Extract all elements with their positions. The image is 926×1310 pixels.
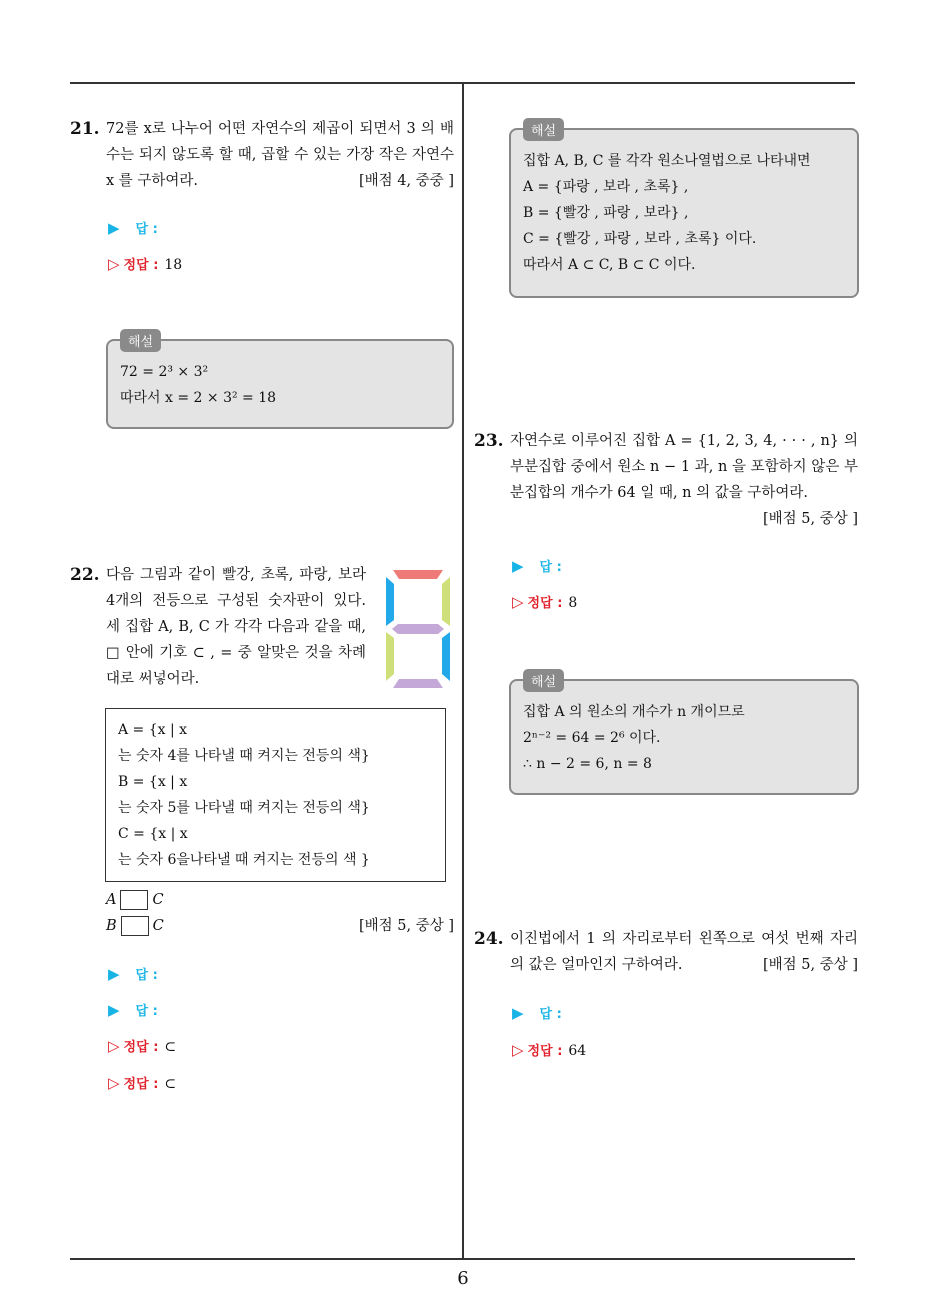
solution-box bbox=[509, 124, 859, 298]
segment-lower-right-blue bbox=[442, 632, 450, 681]
solution-line: 따라서 A ⊂ C, B ⊂ C 이다. bbox=[523, 257, 696, 273]
solution-line: C = {빨강 , 파랑 , 보라 , 초록} 이다. bbox=[523, 231, 757, 247]
outline-triangle-icon: ▷ bbox=[512, 1041, 524, 1059]
question-text: 이진법에서 1 의 자리로부터 왼쪽으로 여섯 번째 자리의 값은 얼마인지 구하여라. bbox=[510, 931, 858, 973]
score: [배점 5, 중상 ] bbox=[358, 918, 454, 934]
set-definitions-box bbox=[105, 708, 446, 882]
solution-tag: 해설 bbox=[120, 329, 161, 352]
definition-line: 는 숫자 6을나타낼 때 켜지는 전등의 색 } bbox=[118, 852, 370, 868]
bottom-rule bbox=[70, 1258, 855, 1260]
segment-middle-purple bbox=[392, 624, 444, 634]
question-number: 23. bbox=[474, 431, 504, 451]
digit-display bbox=[383, 568, 453, 690]
segment-bottom-purple bbox=[393, 679, 443, 688]
answer-row[interactable]: ▶ 답 : bbox=[108, 219, 158, 237]
blank-box[interactable] bbox=[120, 890, 148, 910]
definition-line: A = {x | x bbox=[118, 722, 188, 738]
play-icon: ▶ bbox=[512, 1004, 524, 1022]
answer-row[interactable]: ▶ 답 : bbox=[512, 1004, 562, 1022]
play-icon: ▶ bbox=[108, 219, 120, 237]
correct-answer: ▷ 정답 : ⊂ bbox=[108, 1074, 177, 1092]
question-23 bbox=[474, 428, 858, 506]
question-22 bbox=[70, 562, 366, 692]
question-number: 22. bbox=[70, 565, 100, 585]
column-divider bbox=[462, 83, 464, 1258]
solution-tag: 해설 bbox=[523, 669, 564, 692]
solution-line: 집합 A, B, C 를 각각 원소나열법으로 나타내면 bbox=[523, 153, 811, 169]
play-icon: ▶ bbox=[512, 557, 524, 575]
solution-tag: 해설 bbox=[523, 118, 564, 141]
definition-line: B = {x | x bbox=[118, 774, 188, 790]
segment-top-red bbox=[393, 570, 443, 579]
score: [배점 5, 중상 ] bbox=[762, 511, 858, 527]
solution-line: B = {빨강 , 파랑 , 보라} , bbox=[523, 205, 689, 221]
solution-line: 2ⁿ⁻² = 64 = 2⁶ 이다. bbox=[523, 730, 661, 746]
correct-answer: ▷ 정답 : 18 bbox=[108, 255, 183, 273]
segment-lower-left-green bbox=[386, 632, 394, 681]
solution-line: 집합 A 의 원소의 개수가 n 개이므로 bbox=[523, 704, 745, 720]
solution-box bbox=[509, 675, 859, 795]
answer-row[interactable]: ▶ 답 : bbox=[108, 965, 158, 983]
correct-answer: ▷ 정답 : ⊂ bbox=[108, 1037, 177, 1055]
score: [배점 5, 중상 ] bbox=[700, 952, 858, 978]
blank-row-2: B C bbox=[106, 918, 164, 934]
outline-triangle-icon: ▷ bbox=[512, 593, 524, 611]
correct-answer: ▷ 정답 : 64 bbox=[512, 1041, 587, 1059]
definition-line: 는 숫자 4를 나타낼 때 켜지는 전등의 색} bbox=[118, 748, 370, 764]
play-icon: ▶ bbox=[108, 965, 120, 983]
answer-row[interactable]: ▶ 답 : bbox=[108, 1001, 158, 1019]
outline-triangle-icon: ▷ bbox=[108, 1037, 120, 1055]
outline-triangle-icon: ▷ bbox=[108, 1074, 120, 1092]
question-text: 72를 x로 나누어 어떤 자연수의 제곱이 되면서 3 의 배수는 되지 않도록 할 때, 곱할 수 있는 가장 작은 자연수 x 를 구하여라. bbox=[106, 121, 454, 189]
outline-triangle-icon: ▷ bbox=[108, 255, 120, 273]
solution-line: 따라서 x = 2 × 3² = 18 bbox=[120, 390, 277, 406]
correct-answer: ▷ 정답 : 8 bbox=[512, 593, 578, 611]
question-number: 21. bbox=[70, 119, 100, 139]
play-icon: ▶ bbox=[108, 1001, 120, 1019]
solution-line: 72 = 2³ × 3² bbox=[120, 364, 209, 380]
answer-row[interactable]: ▶ 답 : bbox=[512, 557, 562, 575]
question-text: 다음 그림과 같이 빨강, 초록, 파랑, 보라 4개의 전등으로 구성된 숫자판이 있다. 세 집합 A, B, C 가 각각 다음과 같을 때, □ 안에 기호 ⊂ , = 중 알맞은 것을 차례대로 써넣어라. bbox=[106, 567, 366, 687]
solution-line: A = {파랑 , 보라 , 초록} , bbox=[523, 179, 689, 195]
blank-box[interactable] bbox=[121, 916, 149, 936]
blank-row-1: A C bbox=[106, 892, 164, 908]
segment-upper-left-blue bbox=[386, 577, 394, 626]
definition-line: 는 숫자 5를 나타낼 때 켜지는 전등의 색} bbox=[118, 800, 370, 816]
solution-box bbox=[106, 335, 454, 429]
solution-line: ∴ n − 2 = 6, n = 8 bbox=[523, 756, 652, 772]
question-number: 24. bbox=[474, 929, 504, 949]
definition-line: C = {x | x bbox=[118, 826, 188, 842]
score: [배점 4, 중중 ] bbox=[358, 173, 454, 189]
question-text: 자연수로 이루어진 집합 A = {1, 2, 3, 4, · · · , n} 의 부분집합 중에서 원소 n − 1 과, n 을 포함하지 않은 부분집합의 개수가 64 일 때, n 의 값을 구하여라. bbox=[510, 433, 858, 501]
page-number: 6 bbox=[457, 1268, 469, 1289]
segment-upper-right-green bbox=[442, 577, 450, 626]
